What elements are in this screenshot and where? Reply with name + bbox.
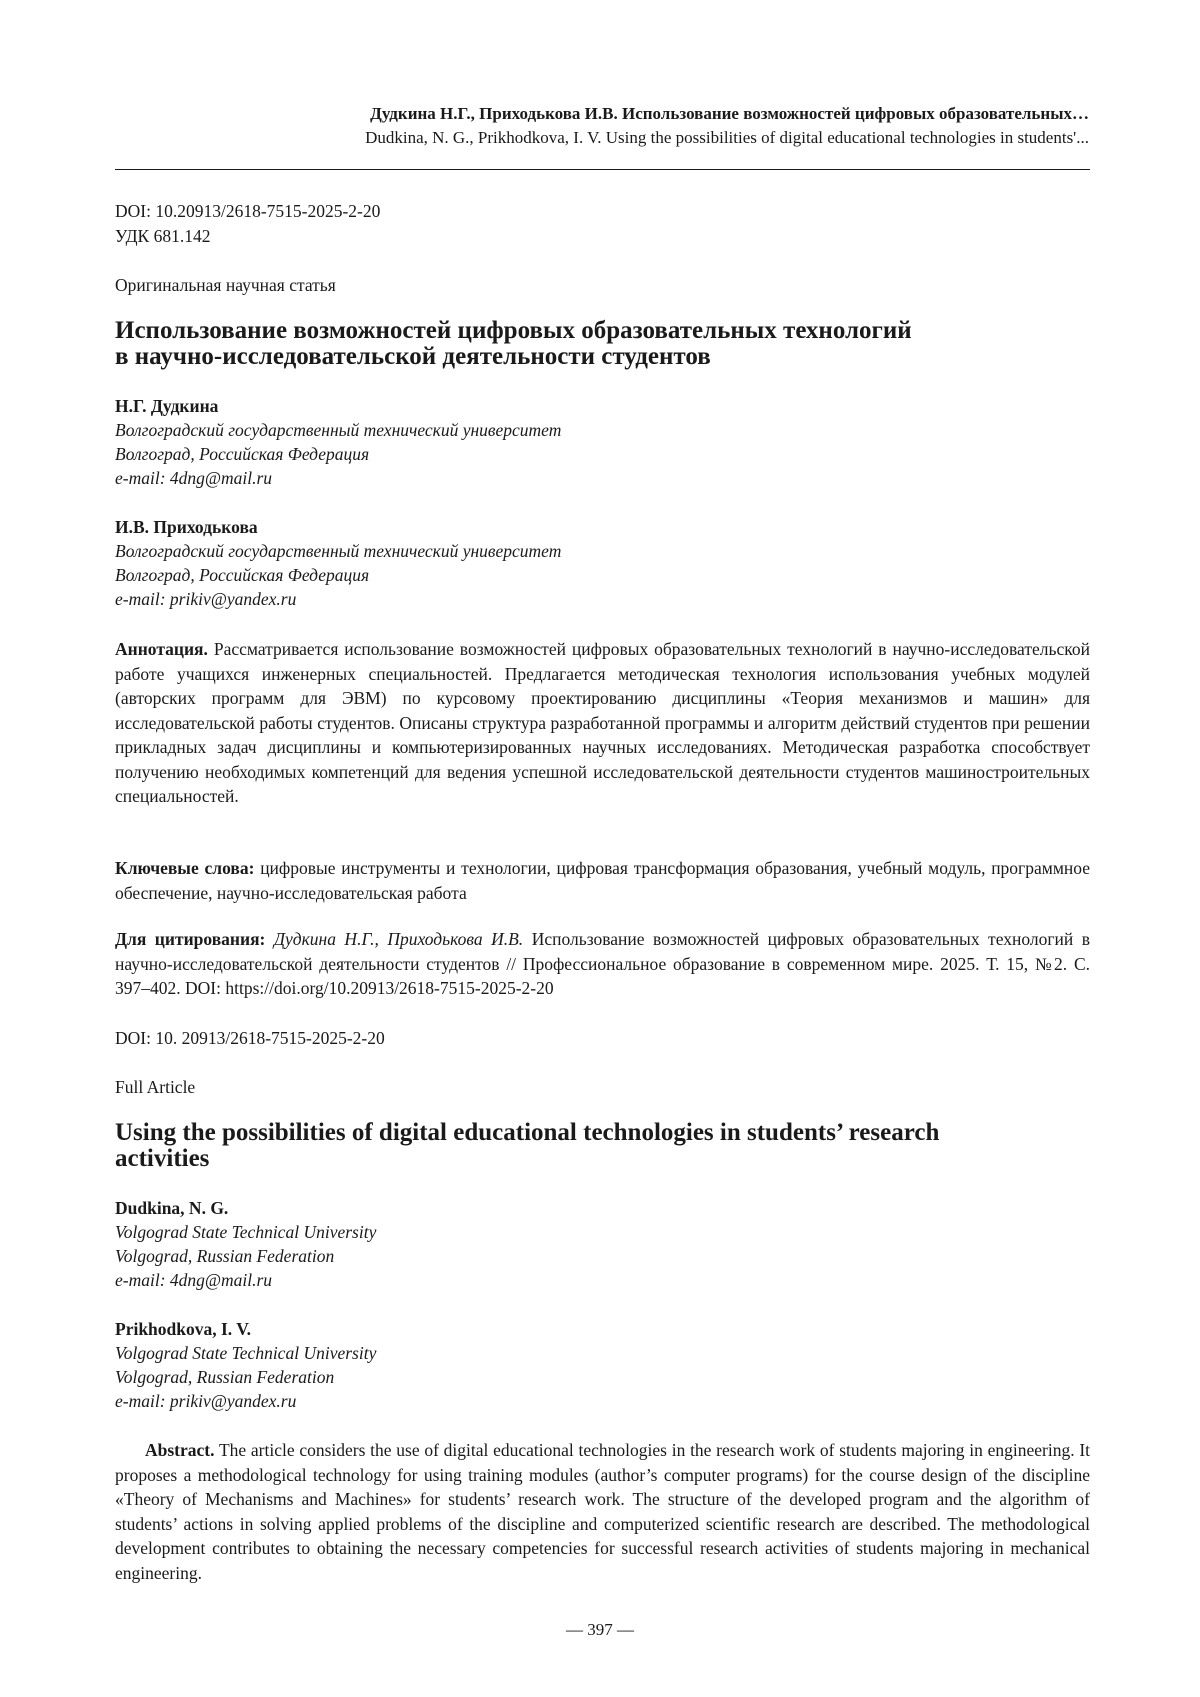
- author-location: Волгоград, Российская Федерация: [115, 565, 370, 585]
- doi-en: DOI: 10. 20913/2618-7515-2025-2-20: [115, 1028, 385, 1048]
- title-en-line1: Using the possibilities of digital educational technologies in students’ research: [115, 1119, 940, 1146]
- article-type-en: Full Article: [115, 1077, 196, 1097]
- author-name: Prikhodkova, I. V.: [115, 1319, 252, 1339]
- author-email: e-mail: 4dng@mail.ru: [115, 468, 273, 488]
- title-en-line2: activities: [115, 1145, 210, 1172]
- abstract-en-text: The article considers the use of digital educational technologies in the research work of students majoring in engineering. It proposes a methodological technology for using training modules (author’s computer programs) for the course design of the discipline «Theory of Mechanisms and Machines» for students’ research work. The structure of the developed program and the algorithm of students’ actions in solving applied problems of the discipline and computerized scientific research are described. The methodological development contributes to obtaining the necessary competencies for successful research activities of students majoring in mechanical engineering.: [115, 1440, 1091, 1583]
- keywords-ru-label: Ключевые слова:: [115, 858, 255, 878]
- author-ru-1: [115, 394, 1090, 490]
- author-email: e-mail: prikiv@yandex.ru: [115, 1391, 297, 1411]
- author-affiliation: Волгоградский государственный технический университет: [115, 420, 562, 440]
- doi-ru: DOI: 10.20913/2618-7515-2025-2-20: [115, 201, 381, 221]
- header-rule: [115, 169, 1090, 170]
- abstract-en: [115, 1438, 1090, 1585]
- author-name: Dudkina, N. G.: [115, 1198, 229, 1218]
- author-affiliation: Volgograd State Technical University: [115, 1343, 377, 1363]
- citation-label: Для цитирования:: [115, 929, 266, 949]
- udk: УДК 681.142: [115, 226, 211, 246]
- title-en: [115, 1120, 1090, 1172]
- author-location: Volgograd, Russian Federation: [115, 1367, 335, 1387]
- title-ru: [115, 318, 1090, 370]
- abstract-ru: [115, 637, 1090, 809]
- running-header: [365, 102, 1089, 150]
- author-en-2: [115, 1317, 1090, 1413]
- running-header-ru: Дудкина Н.Г., Приходькова И.В. Использование возможностей цифровых образовательных…: [370, 104, 1089, 123]
- abstract-ru-text: Рассматривается использование возможностей цифровых образовательных технологий в научно-исследовательской работе учащихся инженерных специальностей. Предлагается методическая технология использования учебных модулей (авторских программ для ЭВМ) по курсовому проектированию дисциплины «Теория механизмов и машин» для исследовательской работы студентов. Описаны структура разработанной программы и алгоритм действий студентов при решении прикладных задач дисциплины и компьютеризированных научных исследованиях. Методическая разработка способствует получению необходимых компетенций для ведения успешной исследовательской деятельности студентов машиностроительных специальностей.: [115, 639, 1091, 806]
- author-email: e-mail: 4dng@mail.ru: [115, 1270, 273, 1290]
- abstract-en-label: Abstract.: [145, 1440, 215, 1460]
- author-name: Н.Г. Дудкина: [115, 396, 219, 416]
- author-name: И.В. Приходькова: [115, 517, 258, 537]
- citation-text: Использование возможностей цифровых образовательных технологий в научно-исследовательской деятельности студентов // Профессиональное образование в современном мире. 2025. Т. 15, №2. С. 397–402. DOI: https://doi.org/10.20913/2618-7515-2025-2-20: [115, 929, 1091, 998]
- abstract-ru-label: Аннотация.: [115, 639, 208, 659]
- title-ru-line2: в научно-исследовательской деятельности студентов: [115, 343, 711, 370]
- running-header-en: Dudkina, N. G., Prikhodkova, I. V. Using the possibilities of digital educational technologies in students'...: [365, 128, 1089, 147]
- author-location: Волгоград, Российская Федерация: [115, 444, 370, 464]
- author-en-1: [115, 1196, 1090, 1292]
- article-type-ru: Оригинальная научная статья: [115, 275, 336, 295]
- citation-ru: [115, 927, 1090, 1001]
- author-affiliation: Volgograd State Technical University: [115, 1222, 377, 1242]
- page-number: — 397 —: [566, 1620, 634, 1639]
- author-email: e-mail: prikiv@yandex.ru: [115, 589, 297, 609]
- title-ru-line1: Использование возможностей цифровых образовательных технологий: [115, 317, 912, 344]
- citation-authors: Дудкина Н.Г., Приходькова И.В.: [273, 929, 524, 949]
- author-ru-2: [115, 515, 1090, 611]
- author-affiliation: Волгоградский государственный технический университет: [115, 541, 562, 561]
- keywords-ru: [115, 856, 1090, 905]
- keywords-ru-text: цифровые инструменты и технологии, цифровая трансформация образования, учебный модуль, программное обеспечение, научно-исследовательская работа: [115, 858, 1090, 903]
- author-location: Volgograd, Russian Federation: [115, 1246, 335, 1266]
